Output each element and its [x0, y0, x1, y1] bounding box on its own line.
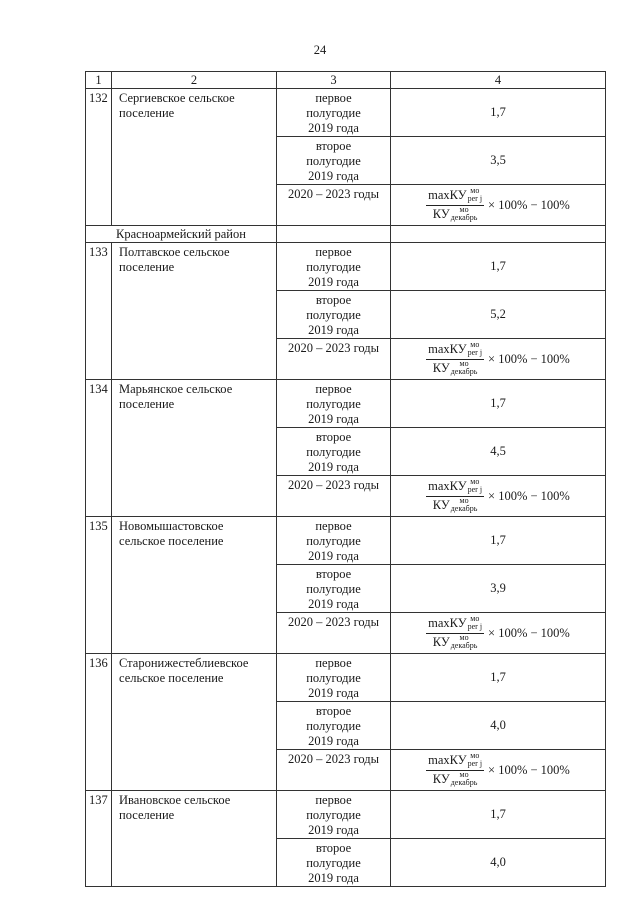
table-row [86, 654, 606, 702]
district-name: Красноармейский район [86, 226, 277, 243]
formula-denominator-indices [451, 771, 478, 787]
formula-denominator-sup: мо [459, 204, 469, 214]
district-row [86, 226, 606, 243]
formula-cell [391, 750, 606, 791]
formula-numerator-indices [468, 615, 482, 631]
growth-value: 1,7 [391, 517, 606, 565]
settlement-number: 133 [86, 243, 112, 380]
formula-cell [391, 613, 606, 654]
formula-numerator-sup: мо [470, 339, 480, 349]
settlement-name: Полтавское сельское поселение [112, 243, 277, 380]
period-first-half: первое полугодие 2019 года [277, 517, 391, 565]
period-range: 2020 – 2023 годы [277, 613, 391, 654]
header-row [86, 72, 606, 89]
formula-fraction [426, 339, 484, 377]
page-number: 24 [313, 43, 327, 57]
formula-tail: × 100% − 100% [488, 488, 570, 503]
formula-denominator-sup: мо [459, 495, 469, 505]
formula-denominator-sup: мо [459, 358, 469, 368]
formula-numerator [426, 613, 484, 634]
formula-numerator-base: maxКУ [428, 341, 467, 356]
formula-fraction [426, 185, 484, 223]
formula-numerator-sup: мо [470, 750, 480, 760]
header-cell-1: 1 [86, 72, 112, 89]
formula-denominator [431, 771, 480, 788]
formula-numerator [426, 185, 484, 206]
growth-value: 4,0 [391, 839, 606, 887]
period-first-half: первое полугодие 2019 года [277, 791, 391, 839]
table-row [86, 517, 606, 565]
formula-denominator-indices [451, 206, 478, 222]
table-row [86, 243, 606, 291]
tariff-table [85, 71, 606, 887]
formula-numerator-base: maxКУ [428, 752, 467, 767]
formula-numerator-sub: per j [467, 347, 483, 357]
table-row [86, 89, 606, 137]
settlement-number: 136 [86, 654, 112, 791]
formula-cell [391, 185, 606, 226]
formula-denominator-base: КУ [432, 634, 450, 649]
period-second-half: второе полугодие 2019 года [277, 428, 391, 476]
growth-value: 4,5 [391, 428, 606, 476]
period-second-half: второе полугодие 2019 года [277, 839, 391, 887]
formula-tail: × 100% − 100% [488, 625, 570, 640]
formula-numerator-sup: мо [470, 185, 480, 195]
formula-denominator-sub: декабрь [450, 212, 478, 222]
settlement-name: Новомышастовское сельское поселение [112, 517, 277, 654]
growth-value: 1,7 [391, 243, 606, 291]
formula-denominator-base: КУ [432, 497, 450, 512]
settlement-name: Ивановское сельское поселение [112, 791, 277, 887]
growth-value: 3,9 [391, 565, 606, 613]
formula-numerator-sub: per j [467, 193, 483, 203]
settlement-name: Старонижестеблиевское сельское поселение [112, 654, 277, 791]
formula-numerator [426, 476, 484, 497]
formula-numerator-sup: мо [470, 613, 480, 623]
period-range: 2020 – 2023 годы [277, 476, 391, 517]
settlement-number: 132 [86, 89, 112, 226]
formula-numerator-base: maxКУ [428, 187, 467, 202]
growth-value: 1,7 [391, 380, 606, 428]
period-second-half: второе полугодие 2019 года [277, 137, 391, 185]
growth-formula [391, 340, 605, 378]
formula-numerator-sub: per j [467, 758, 483, 768]
formula-denominator [431, 497, 480, 514]
settlement-name: Марьянское сельское поселение [112, 380, 277, 517]
formula-denominator-indices [451, 634, 478, 650]
formula-denominator-base: КУ [432, 360, 450, 375]
growth-value: 1,7 [391, 791, 606, 839]
formula-denominator-sub: декабрь [450, 640, 478, 650]
formula-denominator-base: КУ [432, 771, 450, 786]
period-range: 2020 – 2023 годы [277, 339, 391, 380]
formula-denominator-sup: мо [459, 769, 469, 779]
growth-value: 1,7 [391, 654, 606, 702]
formula-fraction [426, 613, 484, 651]
formula-denominator-base: КУ [432, 206, 450, 221]
settlement-number: 135 [86, 517, 112, 654]
formula-numerator-indices [468, 478, 482, 494]
period-second-half: второе полугодие 2019 года [277, 291, 391, 339]
formula-denominator-sup: мо [459, 632, 469, 642]
period-first-half: первое полугодие 2019 года [277, 380, 391, 428]
formula-fraction [426, 476, 484, 514]
growth-value: 1,7 [391, 89, 606, 137]
settlement-number: 134 [86, 380, 112, 517]
formula-denominator [431, 360, 480, 377]
formula-denominator-indices [451, 497, 478, 513]
formula-denominator-indices [451, 360, 478, 376]
formula-numerator-base: maxКУ [428, 615, 467, 630]
formula-cell [391, 339, 606, 380]
table-row [86, 380, 606, 428]
formula-denominator-sub: декабрь [450, 503, 478, 513]
formula-denominator [431, 634, 480, 651]
formula-numerator-indices [468, 341, 482, 357]
growth-value: 4,0 [391, 702, 606, 750]
formula-numerator-sup: мо [470, 476, 480, 486]
formula-numerator-base: maxКУ [428, 478, 467, 493]
period-second-half: второе полугодие 2019 года [277, 565, 391, 613]
settlement-name: Сергиевское сельское поселение [112, 89, 277, 226]
growth-value: 5,2 [391, 291, 606, 339]
formula-numerator-indices [468, 187, 482, 203]
header-cell-4: 4 [391, 72, 606, 89]
period-first-half: первое полугодие 2019 года [277, 654, 391, 702]
formula-tail: × 100% − 100% [488, 762, 570, 777]
period-first-half: первое полугодие 2019 года [277, 243, 391, 291]
formula-numerator-sub: per j [467, 484, 483, 494]
growth-value: 3,5 [391, 137, 606, 185]
growth-formula [391, 751, 605, 789]
formula-denominator-sub: декабрь [450, 777, 478, 787]
growth-formula [391, 186, 605, 224]
growth-formula [391, 614, 605, 652]
formula-numerator-indices [468, 752, 482, 768]
formula-numerator [426, 750, 484, 771]
growth-formula [391, 477, 605, 515]
period-range: 2020 – 2023 годы [277, 750, 391, 791]
formula-denominator-sub: декабрь [450, 366, 478, 376]
period-second-half: второе полугодие 2019 года [277, 702, 391, 750]
district-empty-cell [391, 226, 606, 243]
header-cell-3: 3 [277, 72, 391, 89]
formula-fraction [426, 750, 484, 788]
table-row [86, 791, 606, 839]
district-empty-cell [277, 226, 391, 243]
header-cell-2: 2 [112, 72, 277, 89]
formula-tail: × 100% − 100% [488, 351, 570, 366]
formula-numerator-sub: per j [467, 621, 483, 631]
period-first-half: первое полугодие 2019 года [277, 89, 391, 137]
formula-denominator [431, 206, 480, 223]
settlement-number: 137 [86, 791, 112, 887]
formula-numerator [426, 339, 484, 360]
formula-tail: × 100% − 100% [488, 197, 570, 212]
formula-cell [391, 476, 606, 517]
period-range: 2020 – 2023 годы [277, 185, 391, 226]
